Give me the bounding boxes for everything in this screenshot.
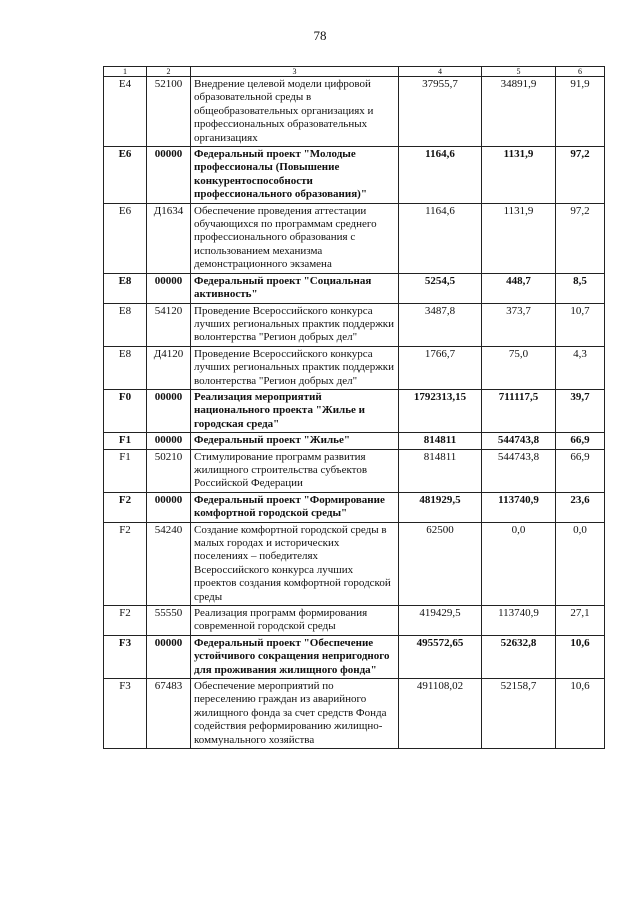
table-row [104,147,605,204]
name-cell: Создание комфортной городской среды в малых городах и исторических поселениях – победителях Всероссийского конкурса лучших проектов создания комфортной городской среды [191,522,399,605]
col6-cell: 97,2 [556,203,605,273]
name-cell: Федеральный проект "Жилье" [191,433,399,449]
col5-cell: 34891,9 [482,77,556,147]
code-cell: E8 [104,273,147,303]
subcode-cell: 55550 [147,606,191,636]
col6-cell: 10,6 [556,679,605,749]
col4-cell: 491108,02 [399,679,482,749]
col6-cell: 8,5 [556,273,605,303]
subcode-cell: 00000 [147,492,191,522]
table-row [104,273,605,303]
col4-cell: 481929,5 [399,492,482,522]
name-cell: Внедрение целевой модели цифровой образовательной среды в общеобразовательных организациях и профессиональных образовательных организациях [191,77,399,147]
col6-cell: 27,1 [556,606,605,636]
code-cell: F3 [104,635,147,678]
code-cell: F1 [104,449,147,492]
header-cell: 6 [556,67,605,77]
table-row [104,679,605,749]
col5-cell: 0,0 [482,522,556,605]
subcode-cell: 00000 [147,433,191,449]
page-number: 78 [313,28,327,43]
code-cell: F3 [104,679,147,749]
col5-cell: 113740,9 [482,606,556,636]
code-cell: E6 [104,147,147,204]
table-row [104,346,605,389]
name-cell: Реализация мероприятий национального проекта "Жилье и городская среда" [191,389,399,432]
name-cell: Обеспечение мероприятий по переселению граждан из аварийного жилищного фонда за счет средств Фонда содействия реформированию жилищно-коммунального хозяйства [191,679,399,749]
code-cell: E8 [104,346,147,389]
code-cell: E8 [104,303,147,346]
header-cell: 4 [399,67,482,77]
header-cell: 2 [147,67,191,77]
col5-cell: 544743,8 [482,433,556,449]
col5-cell: 1131,9 [482,203,556,273]
col5-cell: 1131,9 [482,147,556,204]
table-row [104,389,605,432]
code-cell: F2 [104,492,147,522]
col4-cell: 3487,8 [399,303,482,346]
col6-cell: 23,6 [556,492,605,522]
col4-cell: 1164,6 [399,147,482,204]
header-cell: 1 [104,67,147,77]
table-row [104,77,605,147]
header-cell: 3 [191,67,399,77]
col4-cell: 495572,65 [399,635,482,678]
col6-cell: 66,9 [556,449,605,492]
col5-cell: 52632,8 [482,635,556,678]
name-cell: Проведение Всероссийского конкурса лучших региональных практик поддержки волонтерства "Регион добрых дел" [191,346,399,389]
table-row [104,635,605,678]
name-cell: Проведение Всероссийского конкурса лучших региональных практик поддержки волонтерства "Регион добрых дел" [191,303,399,346]
col5-cell: 52158,7 [482,679,556,749]
col6-cell: 0,0 [556,522,605,605]
name-cell: Федеральный проект "Обеспечение устойчивого сокращения непригодного для проживания жилищного фонда" [191,635,399,678]
table-row [104,492,605,522]
subcode-cell: Д4120 [147,346,191,389]
col6-cell: 4,3 [556,346,605,389]
col6-cell: 66,9 [556,433,605,449]
subcode-cell: 00000 [147,389,191,432]
col6-cell: 97,2 [556,147,605,204]
name-cell: Стимулирование программ развития жилищного строительства субъектов Российской Федерации [191,449,399,492]
col4-cell: 814811 [399,449,482,492]
col4-cell: 1792313,15 [399,389,482,432]
col5-cell: 113740,9 [482,492,556,522]
code-cell: F2 [104,522,147,605]
col6-cell: 39,7 [556,389,605,432]
code-cell: F2 [104,606,147,636]
subcode-cell: 50210 [147,449,191,492]
col4-cell: 1766,7 [399,346,482,389]
table-row [104,433,605,449]
subcode-cell: 54240 [147,522,191,605]
col4-cell: 419429,5 [399,606,482,636]
code-cell: E6 [104,203,147,273]
col6-cell: 10,7 [556,303,605,346]
subcode-cell: 00000 [147,273,191,303]
table-row [104,522,605,605]
name-cell: Федеральный проект "Формирование комфортной городской среды" [191,492,399,522]
subcode-cell: Д1634 [147,203,191,273]
subcode-cell: 54120 [147,303,191,346]
name-cell: Реализация программ формирования современной городской среды [191,606,399,636]
header-cell: 5 [482,67,556,77]
subcode-cell: 00000 [147,635,191,678]
col6-cell: 10,6 [556,635,605,678]
col5-cell: 711117,5 [482,389,556,432]
subcode-cell: 00000 [147,147,191,204]
table-header-row [104,67,605,77]
code-cell: F0 [104,389,147,432]
subcode-cell: 67483 [147,679,191,749]
table-row [104,606,605,636]
table-row [104,203,605,273]
name-cell: Федеральный проект "Социальная активность" [191,273,399,303]
col5-cell: 448,7 [482,273,556,303]
budget-table [103,66,605,749]
col4-cell: 1164,6 [399,203,482,273]
col5-cell: 373,7 [482,303,556,346]
col4-cell: 62500 [399,522,482,605]
col4-cell: 37955,7 [399,77,482,147]
table-row [104,449,605,492]
name-cell: Федеральный проект "Молодые профессионалы (Повышение конкурентоспособности профессионального образования)" [191,147,399,204]
code-cell: F1 [104,433,147,449]
col4-cell: 814811 [399,433,482,449]
code-cell: E4 [104,77,147,147]
col5-cell: 544743,8 [482,449,556,492]
subcode-cell: 52100 [147,77,191,147]
table-row [104,303,605,346]
col6-cell: 91,9 [556,77,605,147]
col5-cell: 75,0 [482,346,556,389]
col4-cell: 5254,5 [399,273,482,303]
name-cell: Обеспечение проведения аттестации обучающихся по программам среднего профессионального образования с использованием механизма демонстрационного экзамена [191,203,399,273]
